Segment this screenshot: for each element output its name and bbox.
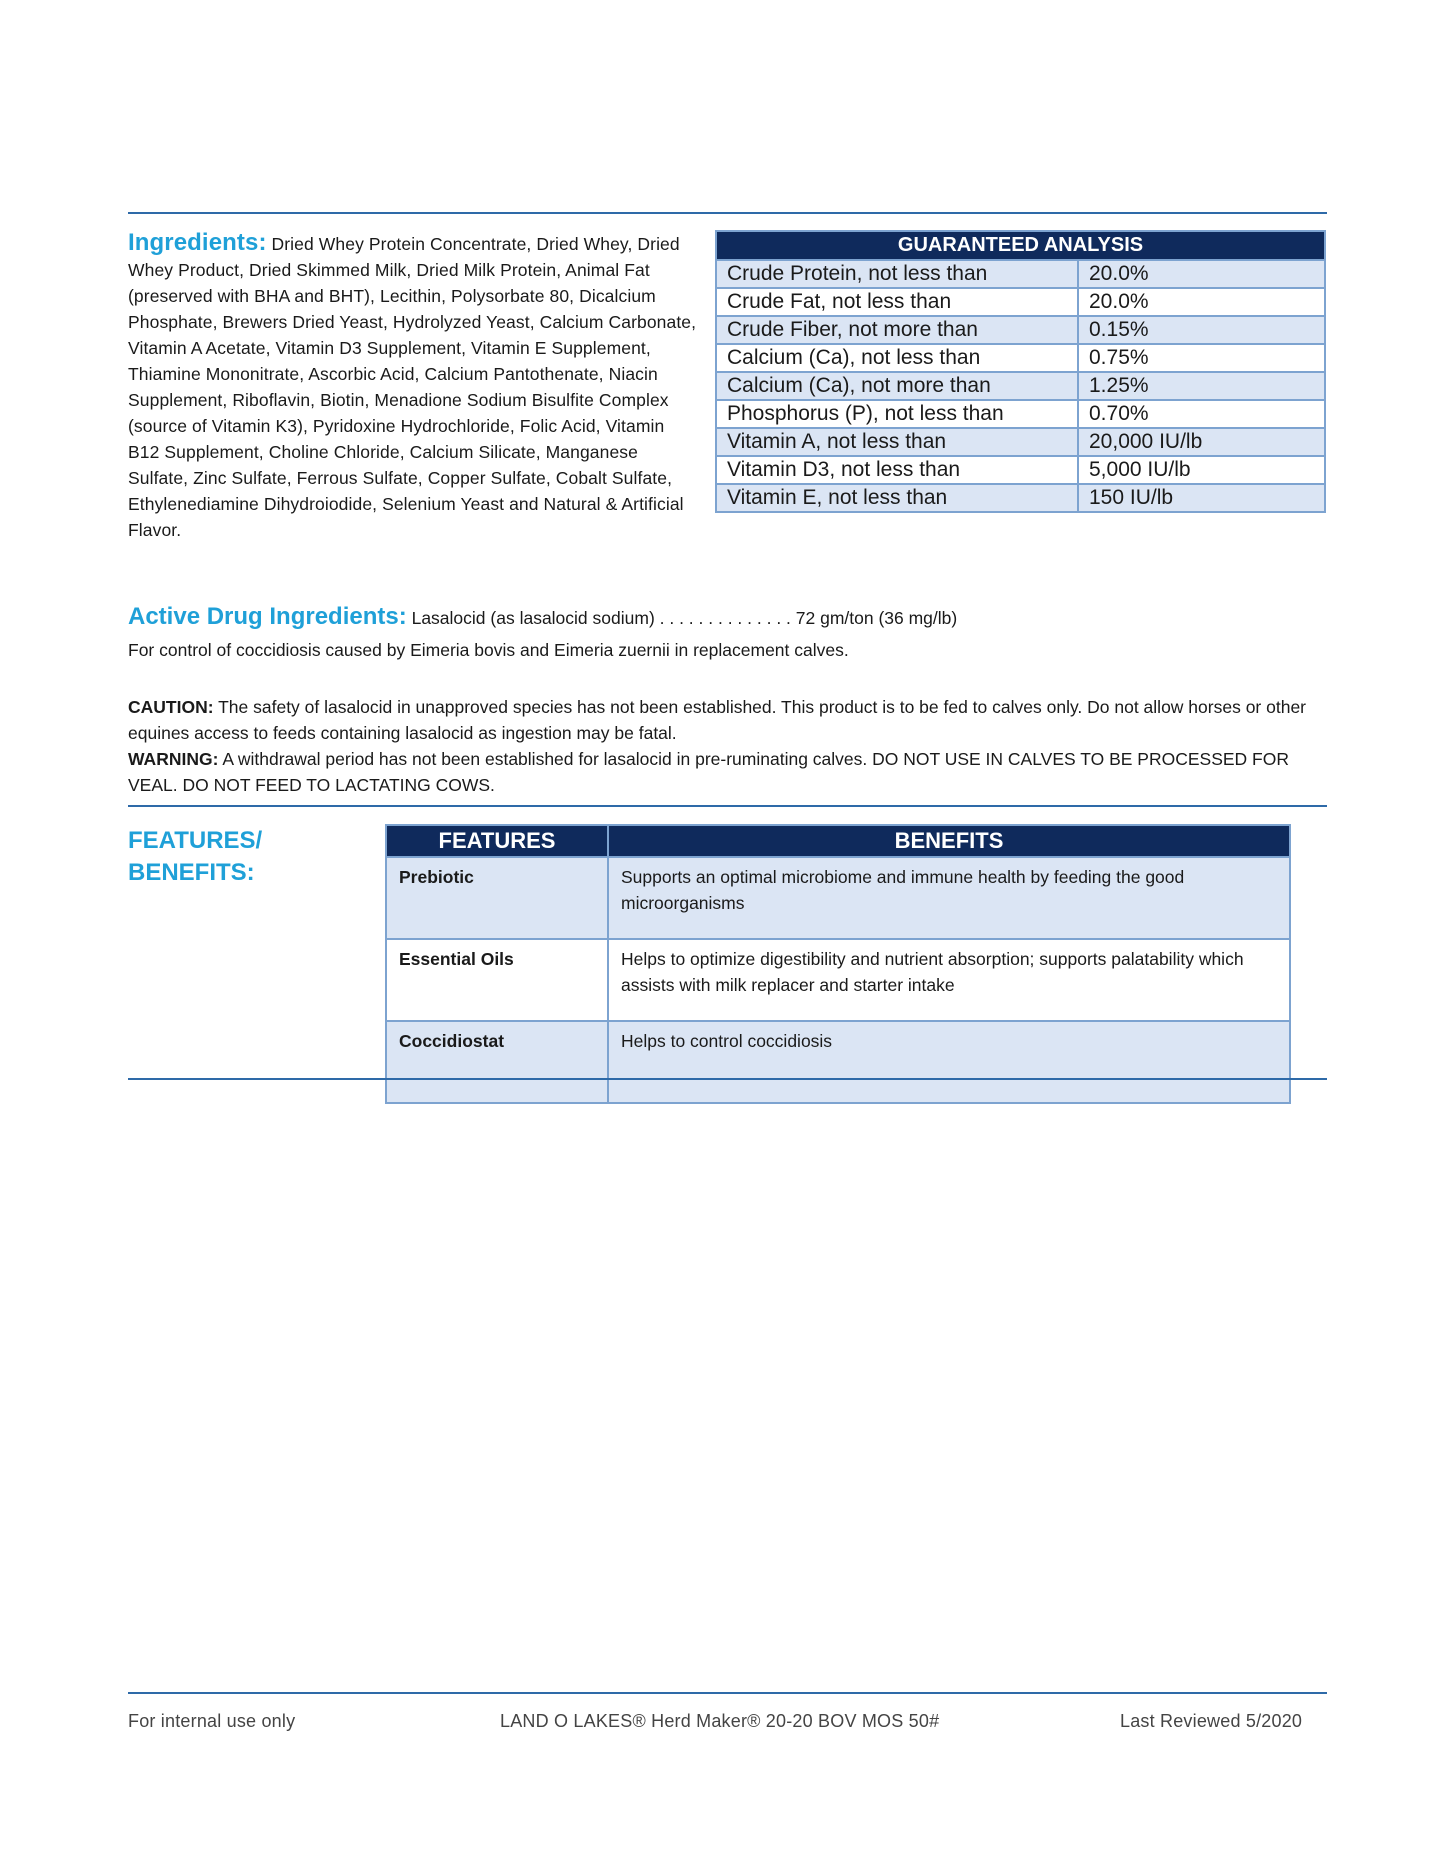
- ingredients-section: [128, 230, 698, 543]
- analysis-label: Vitamin D3, not less than: [716, 456, 1078, 484]
- footer-center: LAND O LAKES® Herd Maker® 20-20 BOV MOS 50#: [500, 1711, 940, 1731]
- table-row: [716, 344, 1325, 372]
- warning-paragraph: [128, 746, 1318, 798]
- analysis-label: Vitamin A, not less than: [716, 428, 1078, 456]
- analysis-value: 20.0%: [1078, 260, 1325, 288]
- table-row: [716, 400, 1325, 428]
- table-row: [386, 857, 1290, 939]
- analysis-label: Phosphorus (P), not less than: [716, 400, 1078, 428]
- features-heading: [128, 825, 328, 889]
- feature-name: Coccidiostat: [386, 1021, 608, 1103]
- top-rule: [128, 212, 1327, 214]
- analysis-value: 0.15%: [1078, 316, 1325, 344]
- analysis-label: Crude Protein, not less than: [716, 260, 1078, 288]
- table-row: [386, 939, 1290, 1021]
- active-drug-description: For control of coccidiosis caused by Eimeria bovis and Eimeria zuernii in replacement calves.: [128, 640, 849, 660]
- active-drug-text: Lasalocid (as lasalocid sodium) . . . . . . . . . . . . . . 72 gm/ton (36 mg/lb): [411, 608, 958, 628]
- analysis-label: Calcium (Ca), not less than: [716, 344, 1078, 372]
- ingredients-heading: Ingredients:: [128, 229, 267, 256]
- benefits-column-header: BENEFITS: [608, 825, 1290, 857]
- guaranteed-analysis-table: [715, 230, 1326, 513]
- footer-right: Last Reviewed 5/2020: [1120, 1711, 1303, 1731]
- active-drug-heading: Active Drug Ingredients:: [128, 603, 407, 630]
- analysis-label: Vitamin E, not less than: [716, 484, 1078, 512]
- analysis-value: 20,000 IU/lb: [1078, 428, 1325, 456]
- features-column-header: FEATURES: [386, 825, 608, 857]
- warning-label: WARNING:: [128, 749, 219, 769]
- feature-benefit: Supports an optimal microbiome and immune health by feeding the good microorganisms: [608, 857, 1290, 939]
- table-row: [716, 484, 1325, 512]
- analysis-label: Crude Fiber, not more than: [716, 316, 1078, 344]
- analysis-value: 20.0%: [1078, 288, 1325, 316]
- features-heading-line1: FEATURES/: [128, 827, 263, 854]
- analysis-value: 150 IU/lb: [1078, 484, 1325, 512]
- caution-text: The safety of lasalocid in unapproved species has not been established. This product is to be fed to calves only. Do not allow horses or other equines access to feeds containing lasalocid as ingestion may be fatal.: [128, 697, 1306, 743]
- analysis-value: 0.70%: [1078, 400, 1325, 428]
- analysis-value: 5,000 IU/lb: [1078, 456, 1325, 484]
- features-benefits-table: [385, 824, 1291, 1104]
- analysis-label: Crude Fat, not less than: [716, 288, 1078, 316]
- ingredients-text: Dried Whey Protein Concentrate, Dried Whey, Dried Whey Product, Dried Skimmed Milk, Dried Milk Protein, Animal Fat (preserved with BHA and BHT), Lecithin, Polysorbate 80, Dicalcium Phosphate, Brewers Dried Yeast, Hydrolyzed Yeast, Calcium Carbonate, Vitamin A Acetate, Vitamin D3 Supplement, Vitamin E Supplement, Thiamine Mononitrate, Ascorbic Acid, Calcium Pantothenate, Niacin Supplement, Riboflavin, Biotin, Menadione Sodium Bisulfite Complex (source of Vitamin K3), Pyridoxine Hydrochloride, Folic Acid, Vitamin B12 Supplement, Choline Chloride, Calcium Silicate, Manganese Sulfate, Zinc Sulfate, Ferrous Sulfate, Copper Sulfate, Cobalt Sulfate, Ethylenediamine Dihydroiodide, Selenium Yeast and Natural & Artificial Flavor.: [128, 234, 697, 540]
- table-row: [386, 1021, 1290, 1103]
- analysis-label: Calcium (Ca), not more than: [716, 372, 1078, 400]
- table-row: [716, 456, 1325, 484]
- active-drug-section: [128, 603, 1308, 632]
- feature-name: Essential Oils: [386, 939, 608, 1021]
- analysis-value: 1.25%: [1078, 372, 1325, 400]
- caution-paragraph: [128, 694, 1318, 746]
- warning-text: A withdrawal period has not been established for lasalocid in pre-ruminating calves. DO NOT USE IN CALVES TO BE PROCESSED FOR VEAL. DO NOT FEED TO LACTATING COWS.: [128, 749, 1289, 795]
- guaranteed-analysis-title: GUARANTEED ANALYSIS: [716, 231, 1325, 260]
- feature-benefit: Helps to control coccidiosis: [608, 1021, 1290, 1103]
- features-top-rule: [128, 805, 1327, 807]
- features-heading-line2: BENEFITS:: [128, 859, 255, 886]
- feature-name: Prebiotic: [386, 857, 608, 939]
- table-row: [716, 260, 1325, 288]
- caution-label: CAUTION:: [128, 697, 214, 717]
- footer-left: For internal use only: [128, 1711, 296, 1731]
- table-row: [716, 428, 1325, 456]
- table-row: [716, 372, 1325, 400]
- table-row: [716, 288, 1325, 316]
- features-bottom-rule: [128, 1078, 1327, 1080]
- table-row: [716, 316, 1325, 344]
- feature-benefit: Helps to optimize digestibility and nutrient absorption; supports palatability which assists with milk replacer and starter intake: [608, 939, 1290, 1021]
- analysis-value: 0.75%: [1078, 344, 1325, 372]
- caution-warning-section: [128, 694, 1318, 798]
- footer-rule: [128, 1692, 1327, 1694]
